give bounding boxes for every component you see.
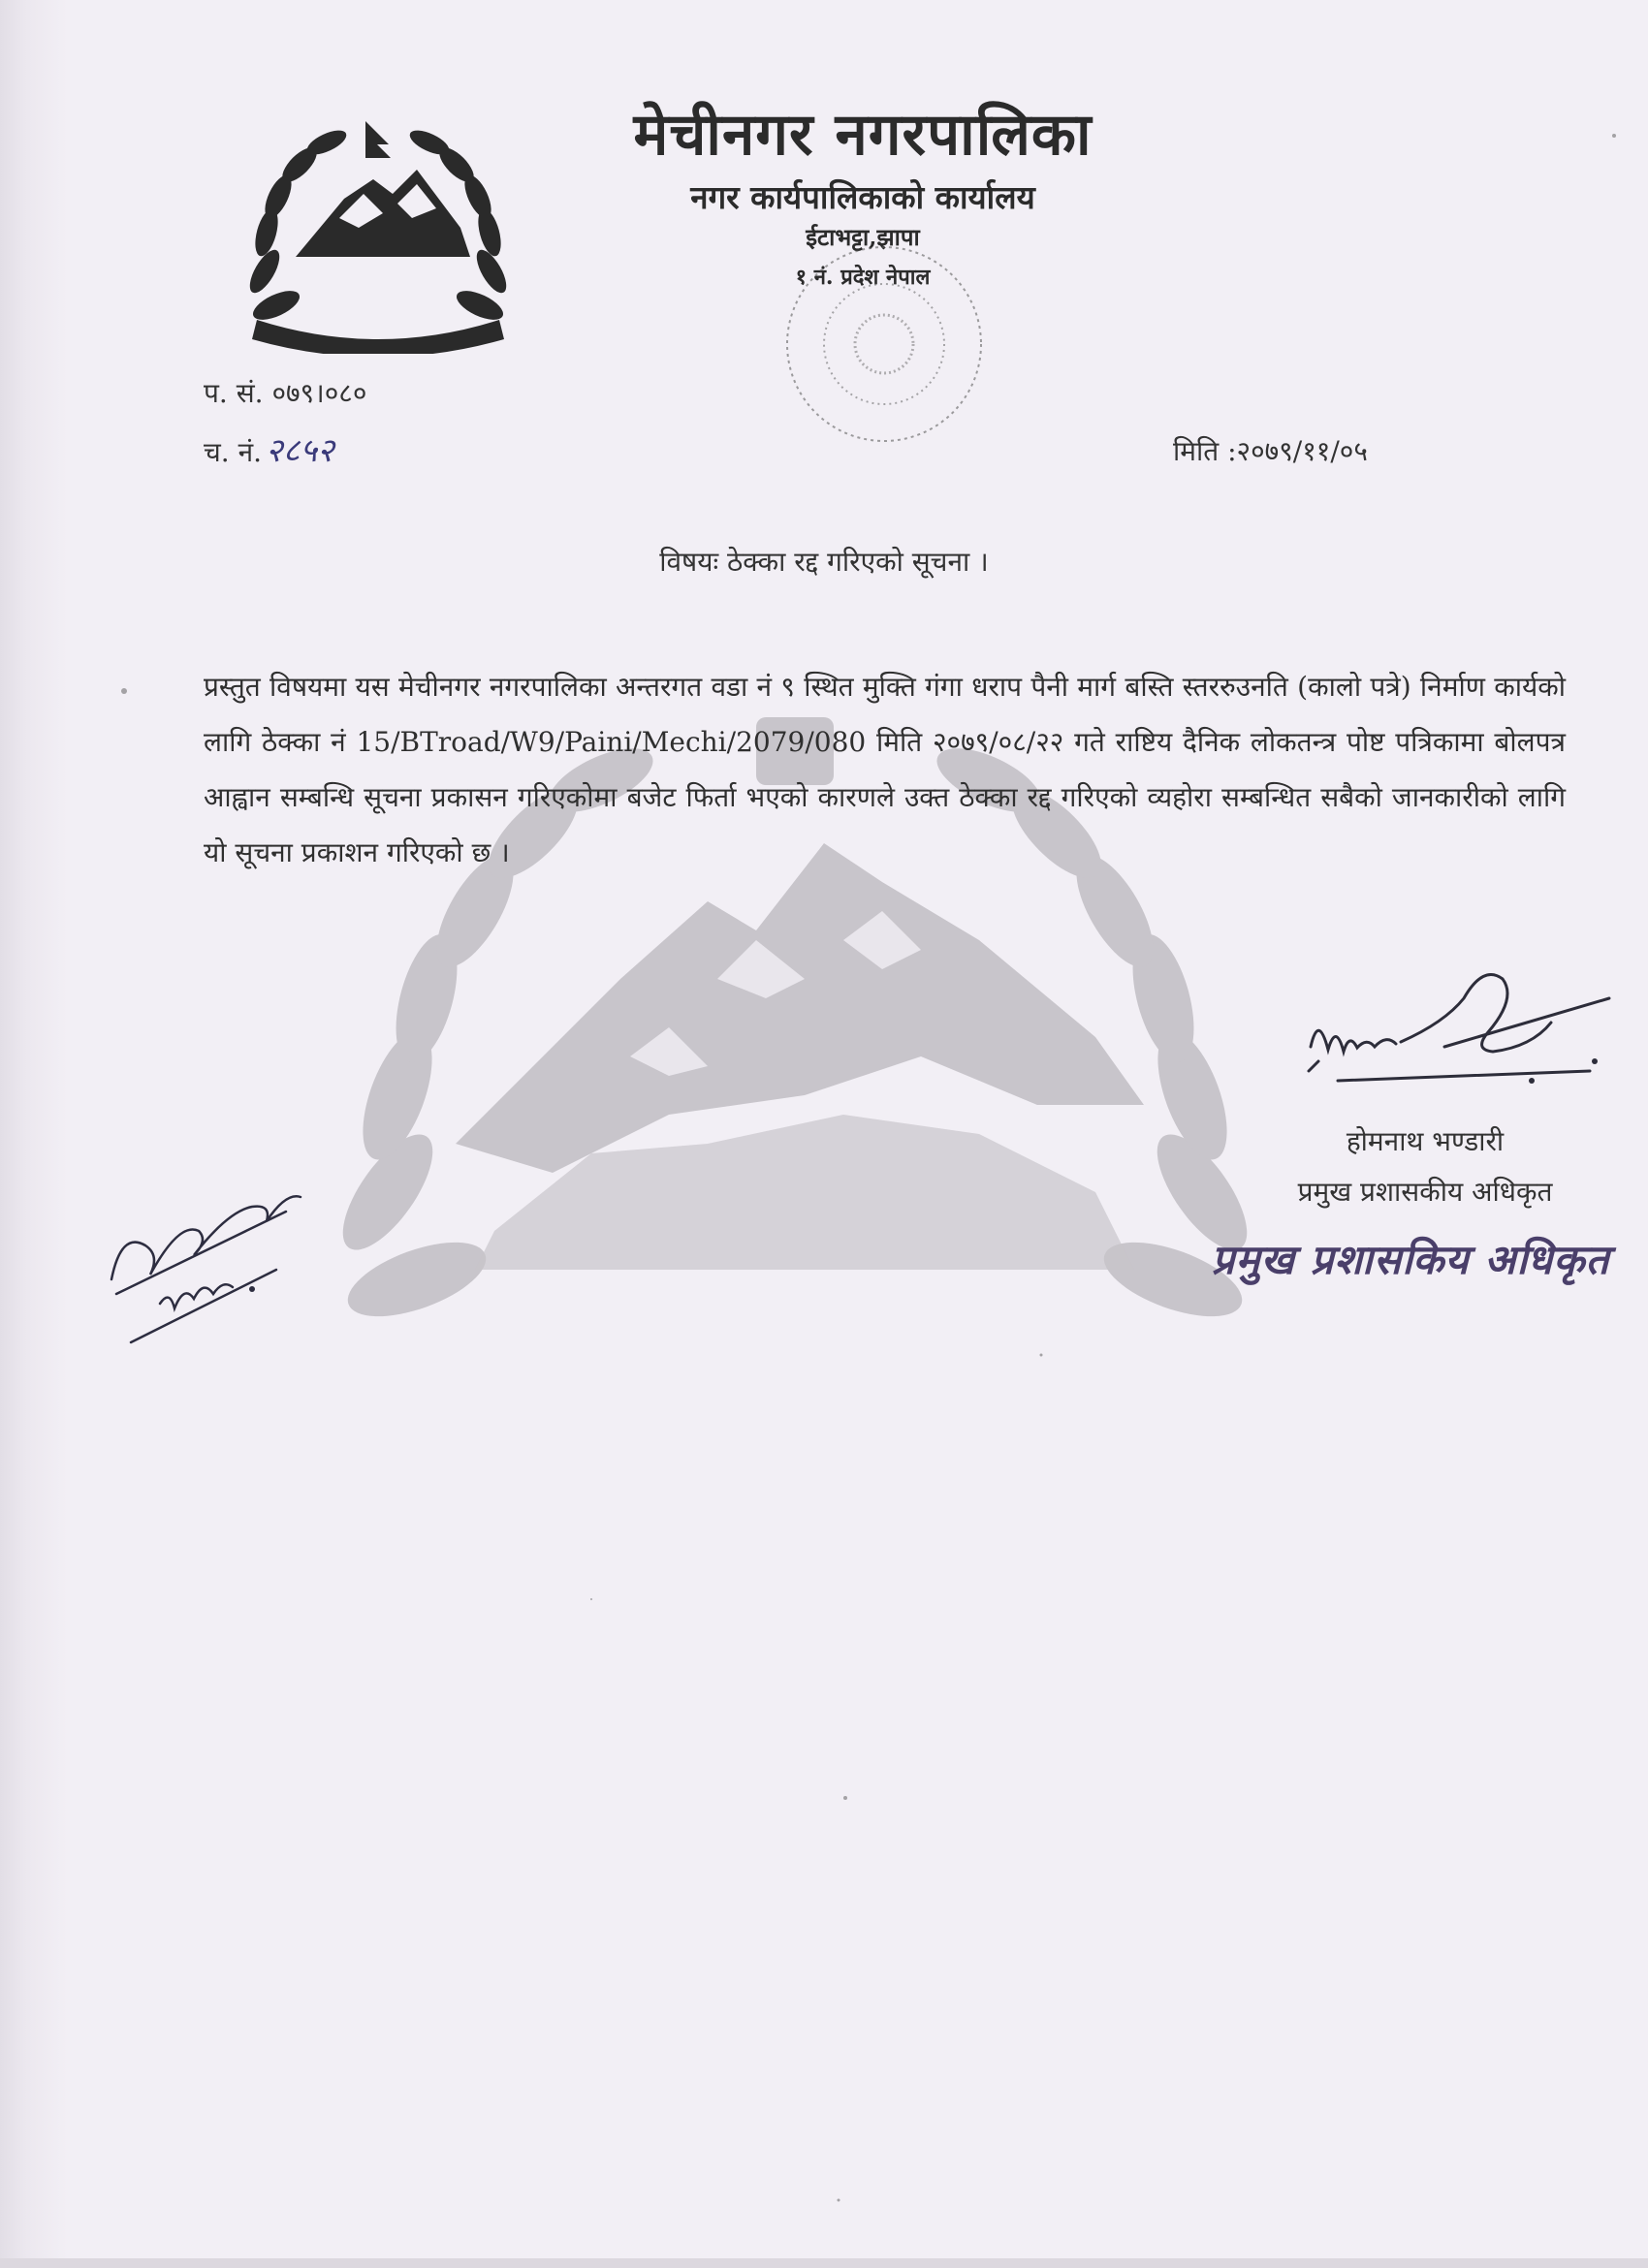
handwritten-signature xyxy=(1299,955,1619,1110)
date-value: २०७९/११/०५ xyxy=(1236,435,1368,467)
signatory-name: होमनाथ भण्डारी xyxy=(1346,1125,1505,1157)
signatory-title: प्रमुख प्रशासकीय अधिकृत xyxy=(1297,1176,1553,1208)
fiscal-year-reference xyxy=(204,374,366,411)
letter-subject: विषयः ठेक्का रद्द गरिएको सूचना । xyxy=(659,546,989,578)
fiscal-year-value: ०७९।०८० xyxy=(271,377,367,409)
office-province: १ नं. प्रदेश नेपाल xyxy=(795,265,931,290)
date-label: मिति : xyxy=(1173,435,1237,467)
office-subtitle: नगर कार्यपालिकाको कार्यालय xyxy=(690,178,1035,216)
dispatch-number-value: २८५२ xyxy=(266,431,334,470)
fiscal-year-label: प. सं. xyxy=(204,377,272,409)
nepal-emblem-icon xyxy=(238,111,519,354)
office-name: मेचीनगर नगरपालिका xyxy=(633,101,1093,169)
office-address: ईटाभट्टा,झापा xyxy=(806,223,920,251)
letter-date xyxy=(1173,432,1368,469)
office-seal-icon xyxy=(776,237,994,451)
letter-body: प्रस्तुत विषयमा यस मेचीनगर नगरपालिका अन्तरगत वडा नं ९ स्थित मुक्ति गंगा धराप पैनी मार्ग बस्ति स्तररुउनति (कालो पत्रे) निर्माण कार्यको लागि ठेक्का नं 15/BTroad/W9/Paini/Mechi/2079/080 मिति २०७९/०८/२२ गते राष्टिय दैनिक लोकतन्त्र पोष्ट पत्रिकामा बोलपत्र आह्वान सम्बन्धि सूचना प्रकासन गरिएकोमा बजेट फिर्ता भएको कारणले उक्त ठेक्का रद्द गरिएको व्यहोरा सम्बन्धित सबैको जानकारीको लागि यो सूचना प्रकाशन गरिएको छ । xyxy=(204,671,1566,868)
designation-stamp: प्रमुख प्रशासकिय अधिकृत xyxy=(1211,1236,1610,1283)
scan-left-shadow xyxy=(0,0,68,2268)
handwritten-initials xyxy=(92,1153,315,1376)
dispatch-number-reference xyxy=(204,426,334,471)
dispatch-number-label: च. नं. xyxy=(204,436,263,468)
scan-bottom-edge xyxy=(0,2258,1648,2268)
